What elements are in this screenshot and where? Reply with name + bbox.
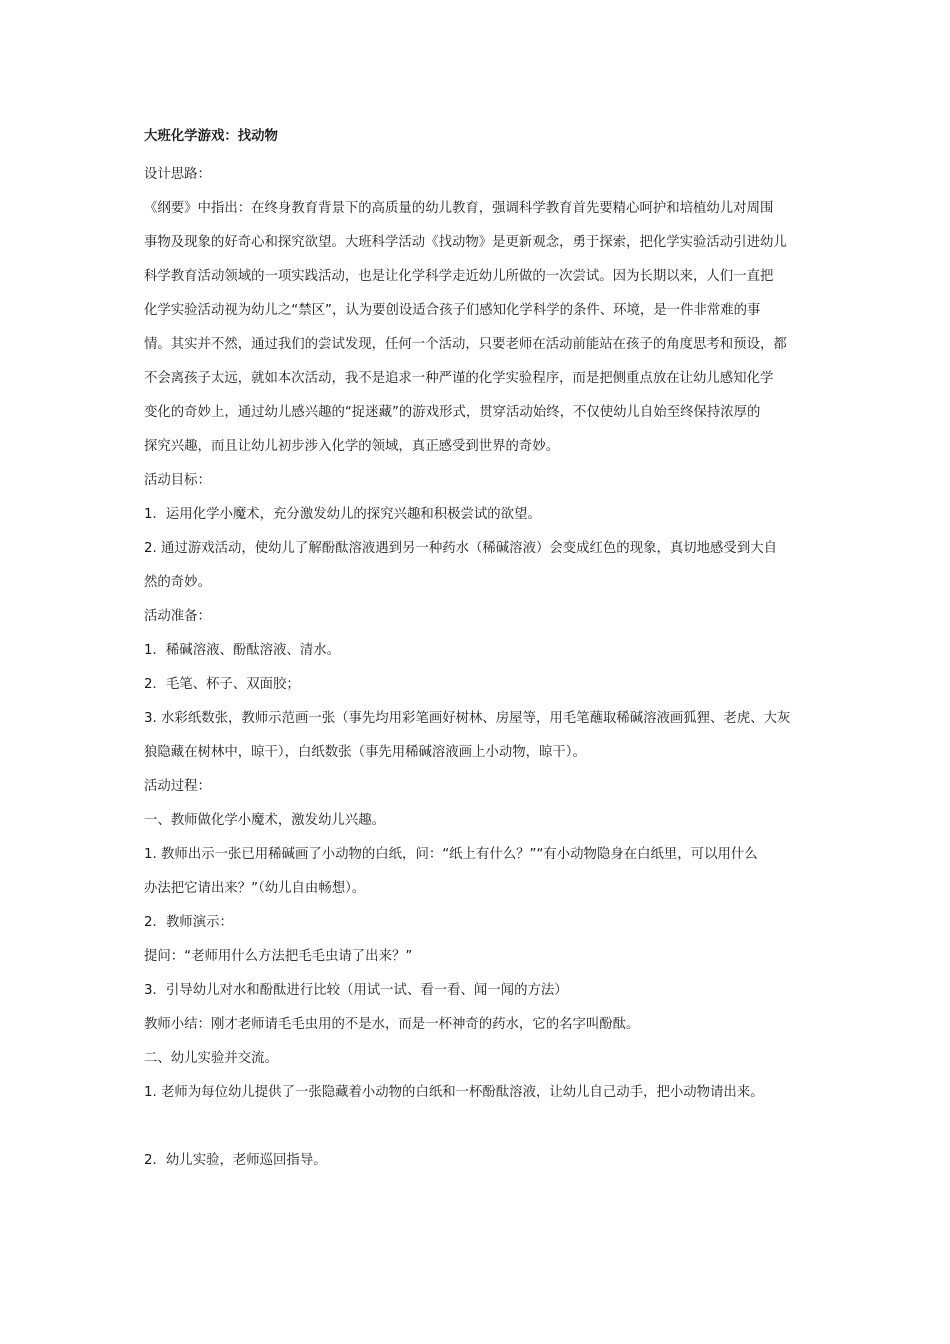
list-item <box>144 838 810 906</box>
text-line: 《纲要》中指出：在终身教育背景下的高质量的幼儿教育，强调科学教育首先要精心呵护和培植幼儿对周围 <box>144 201 774 216</box>
heading-process: 活动过程： <box>144 779 211 794</box>
question-text: 提问：“老师用什么方法把毛毛虫请了出来？” <box>144 949 413 964</box>
document-title: 大班化学游戏：找动物 <box>144 129 278 144</box>
document-page <box>144 124 810 1178</box>
list-item: 2．幼儿实验，老师巡回指导。 <box>144 1153 327 1168</box>
text-line: 办法把它请出来？”（幼儿自由畅想）。 <box>144 881 366 896</box>
text-line: 然的奇妙。 <box>144 575 211 590</box>
list-item: 2．教师演示： <box>144 915 233 930</box>
summary-text: 教师小结：刚才老师请毛毛虫用的不是水，而是一杯神奇的药水，它的名字叫酚酞。 <box>144 1017 640 1032</box>
subheading: 二、幼儿实验并交流。 <box>144 1051 278 1066</box>
heading-preparation: 活动准备： <box>144 609 211 624</box>
heading-goals: 活动目标： <box>144 473 211 488</box>
text-line: 不会离孩子太远，就如本次活动，我不是追求一种严谨的化学实验程序，而是把侧重点放在让幼儿感知化学 <box>144 371 774 386</box>
text-line: 3. 水彩纸数张，教师示范画一张（事先均用彩笔画好树林、房屋等，用毛笔蘸取稀碱溶液画狐狸、老虎、大灰 <box>144 711 791 726</box>
subheading: 一、教师做化学小魔术，激发幼儿兴趣。 <box>144 813 386 828</box>
text-line: 2. 通过游戏活动，使幼儿了解酚酞溶液遇到另一种药水（稀碱溶液）会变成红色的现象，真切地感受到大自 <box>144 541 777 556</box>
list-item <box>144 702 810 770</box>
list-item: 3．引导幼儿对水和酚酞进行比较（用试一试、看一看、闻一闻的方法） <box>144 983 568 998</box>
list-item: 2．毛笔、杯子、双面胶； <box>144 677 300 692</box>
text-line: 情。其实并不然，通过我们的尝试发现，任何一个活动，只要老师在活动前能站在孩子的角度思考和预设，都 <box>144 337 787 352</box>
text-line: 事物及现象的好奇心和探究欲望。大班科学活动《找动物》是更新观念，勇于探索，把化学实验活动引进幼儿 <box>144 235 787 250</box>
text-line: 化学实验活动视为幼儿之“禁区”，认为要创设适合孩子们感知化学科学的条件、环境，是一件非常难的事 <box>144 303 761 318</box>
heading-design-idea: 设计思路： <box>144 167 211 182</box>
text-line: 科学教育活动领域的一项实践活动，也是让化学科学走近幼儿所做的一次尝试。因为长期以来，人们一直把 <box>144 269 774 284</box>
text-line: 狼隐藏在树林中，晾干），白纸数张（事先用稀碱溶液画上小动物，晾干）。 <box>144 745 586 760</box>
list-item: 1. 老师为每位幼儿提供了一张隐藏着小动物的白纸和一杯酚酞溶液，让幼儿自己动手，把小动物请出来。 <box>144 1085 764 1100</box>
list-item: 1．运用化学小魔术，充分激发幼儿的探究兴趣和积极尝试的欲望。 <box>144 507 541 522</box>
text-line: 探究兴趣，而且让幼儿初步涉入化学的领域，真正感受到世界的奇妙。 <box>144 439 560 454</box>
text-line: 1. 教师出示一张已用稀碱画了小动物的白纸，问：“纸上有什么？”“有小动物隐身在白纸里，可以用什么 <box>144 847 758 862</box>
paragraph-design-idea <box>144 192 810 464</box>
list-item: 1．稀碱溶液、酚酞溶液、清水。 <box>144 643 340 658</box>
list-item <box>144 532 810 600</box>
blank-line <box>144 1110 810 1144</box>
text-line: 变化的奇妙上，通过幼儿感兴趣的“捉迷藏”的游戏形式，贯穿活动始终，不仅使幼儿自始至终保持浓厚的 <box>144 405 761 420</box>
